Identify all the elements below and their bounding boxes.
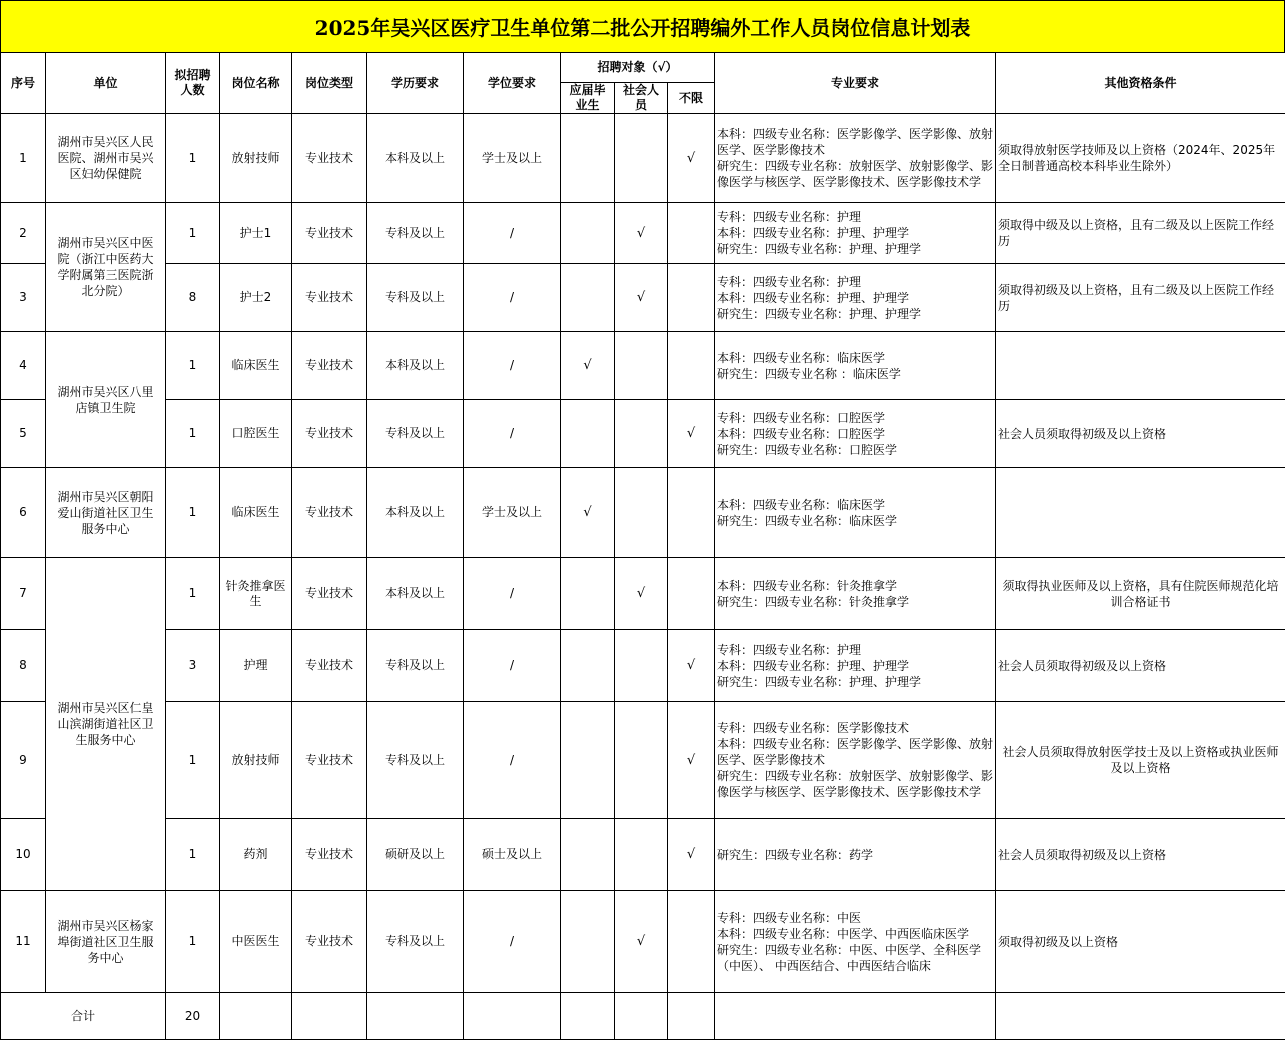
cell-degree: /	[464, 400, 561, 468]
empty-cell	[464, 993, 561, 1040]
header-target-any: 不限	[668, 83, 715, 114]
cell-target-any	[668, 264, 715, 332]
cell-other: 须取得初级及以上资格	[996, 891, 1285, 993]
cell-target-social	[615, 468, 668, 558]
cell-unit: 湖州市吴兴区中医院（浙江中医药大学附属第三医院浙北分院）	[46, 203, 166, 332]
cell-post: 放射技师	[220, 114, 292, 203]
cell-post: 临床医生	[220, 332, 292, 400]
major-line: 本科：四级专业名称：护理、护理学	[717, 658, 910, 673]
cell-other: 社会人员须取得放射医学技士及以上资格或执业医师及以上资格	[996, 702, 1285, 819]
cell-type: 专业技术	[292, 203, 367, 264]
cell-major	[715, 400, 996, 468]
major-line: 研究生：四级专业名称：放射医学、放射影像学、影像医学与核医学、医学影像技术、医学影像技术学	[717, 769, 994, 799]
major-line: 专科：四级专业名称：医学影像技术	[717, 721, 910, 735]
cell-edu: 专科及以上	[367, 702, 464, 819]
empty-cell	[561, 993, 615, 1040]
cell-major	[715, 630, 996, 702]
cell-major	[715, 702, 996, 819]
header-target-social: 社会人员	[615, 83, 668, 114]
cell-unit: 湖州市吴兴区杨家埠街道社区卫生服务中心	[46, 891, 166, 993]
major-line: 专科：四级专业名称：口腔医学	[717, 410, 886, 425]
cell-count: 1	[166, 819, 220, 891]
cell-edu: 本科及以上	[367, 332, 464, 400]
cell-degree: 学士及以上	[464, 114, 561, 203]
cell-type: 专业技术	[292, 400, 367, 468]
header-unit: 单位	[46, 53, 166, 114]
cell-target-any	[668, 203, 715, 264]
header-seq: 序号	[1, 53, 46, 114]
major-line: 本科：四级专业名称：医学影像学、医学影像、放射医学、医学影像技术	[717, 127, 994, 157]
cell-count: 1	[166, 114, 220, 203]
table-row	[1, 819, 1285, 891]
cell-count: 1	[166, 468, 220, 558]
cell-count: 1	[166, 332, 220, 400]
cell-count: 8	[166, 264, 220, 332]
total-label: 合计	[1, 993, 166, 1040]
cell-degree: /	[464, 702, 561, 819]
cell-seq: 9	[1, 702, 46, 819]
major-line: 本科：四级专业名称：口腔医学	[717, 426, 886, 441]
cell-count: 1	[166, 702, 220, 819]
cell-seq: 6	[1, 468, 46, 558]
cell-degree: /	[464, 630, 561, 702]
major-line: 本科：四级专业名称：护理、护理学	[717, 290, 910, 305]
cell-post: 护士1	[220, 203, 292, 264]
cell-target-grad	[561, 702, 615, 819]
cell-type: 专业技术	[292, 819, 367, 891]
cell-target-any	[668, 558, 715, 630]
header-target: 招聘对象（√）	[561, 53, 715, 83]
header-target-grad: 应届毕业生	[561, 83, 615, 114]
cell-post: 临床医生	[220, 468, 292, 558]
cell-other: 须取得中级及以上资格，且有二级及以上医院工作经历	[996, 203, 1285, 264]
cell-seq: 5	[1, 400, 46, 468]
cell-seq: 11	[1, 891, 46, 993]
major-line: 研究生：四级专业名称：中医、中医学、全科医学（中医）、 中西医结合、中西医结合临床	[717, 942, 982, 973]
cell-degree: /	[464, 264, 561, 332]
cell-other: 社会人员须取得初级及以上资格	[996, 630, 1285, 702]
cell-post: 护理	[220, 630, 292, 702]
cell-post: 口腔医生	[220, 400, 292, 468]
cell-target-social	[615, 702, 668, 819]
cell-major	[715, 819, 996, 891]
cell-target-social	[615, 114, 668, 203]
header-row	[1, 53, 1285, 83]
cell-edu: 专科及以上	[367, 891, 464, 993]
cell-target-any: √	[668, 819, 715, 891]
major-line: 本科：四级专业名称：护理、护理学	[717, 226, 910, 240]
table-row	[1, 630, 1285, 702]
major-line: 专科：四级专业名称：中医	[717, 910, 862, 925]
cell-degree: /	[464, 332, 561, 400]
cell-target-social: √	[615, 558, 668, 630]
cell-post: 针灸推拿医生	[220, 558, 292, 630]
cell-target-any: √	[668, 114, 715, 203]
cell-seq: 10	[1, 819, 46, 891]
cell-unit: 湖州市吴兴区人民医院、湖州市吴兴区妇幼保健院	[46, 114, 166, 203]
cell-degree: /	[464, 558, 561, 630]
cell-seq: 8	[1, 630, 46, 702]
header-degree: 学位要求	[464, 53, 561, 114]
cell-type: 专业技术	[292, 630, 367, 702]
total-row	[1, 993, 1285, 1040]
cell-target-grad	[561, 400, 615, 468]
major-line: 研究生：四级专业名称：护理、护理学	[717, 242, 922, 256]
cell-target-social: √	[615, 264, 668, 332]
cell-major	[715, 468, 996, 558]
recruitment-table	[0, 52, 1285, 1040]
major-line: 研究生：四级专业名称：临床医学	[717, 513, 898, 528]
cell-unit: 湖州市吴兴区仁皇山滨湖街道社区卫生服务中心	[46, 558, 166, 891]
empty-cell	[292, 993, 367, 1040]
cell-seq: 1	[1, 114, 46, 203]
major-line: 研究生：四级专业名称 ：临床医学	[717, 366, 901, 381]
cell-target-grad	[561, 558, 615, 630]
cell-target-any: √	[668, 702, 715, 819]
cell-target-grad: √	[561, 468, 615, 558]
header-major: 专业要求	[715, 53, 996, 114]
cell-type: 专业技术	[292, 558, 367, 630]
cell-target-grad	[561, 264, 615, 332]
header-count: 拟招聘人数	[166, 53, 220, 114]
major-line: 研究生：四级专业名称：护理、护理学	[717, 674, 922, 689]
header-education: 学历要求	[367, 53, 464, 114]
cell-seq: 4	[1, 332, 46, 400]
cell-edu: 专科及以上	[367, 630, 464, 702]
cell-edu: 硕研及以上	[367, 819, 464, 891]
cell-target-grad	[561, 114, 615, 203]
cell-other: 社会人员须取得初级及以上资格	[996, 819, 1285, 891]
cell-type: 专业技术	[292, 702, 367, 819]
cell-target-grad	[561, 891, 615, 993]
cell-edu: 专科及以上	[367, 203, 464, 264]
table-row	[1, 332, 1285, 400]
cell-type: 专业技术	[292, 891, 367, 993]
empty-cell	[668, 993, 715, 1040]
cell-target-social: √	[615, 203, 668, 264]
empty-cell	[715, 993, 996, 1040]
major-line: 研究生：四级专业名称：口腔医学	[717, 442, 898, 457]
major-line: 本科：四级专业名称：临床医学	[717, 497, 886, 512]
cell-major	[715, 114, 996, 203]
cell-post: 中医医生	[220, 891, 292, 993]
cell-target-any	[668, 332, 715, 400]
major-line: 本科：四级专业名称：临床医学	[717, 350, 886, 365]
cell-target-social	[615, 630, 668, 702]
cell-degree: 硕士及以上	[464, 819, 561, 891]
cell-major	[715, 891, 996, 993]
cell-seq: 7	[1, 558, 46, 630]
cell-count: 1	[166, 558, 220, 630]
cell-count: 3	[166, 630, 220, 702]
cell-edu: 本科及以上	[367, 114, 464, 203]
cell-target-social	[615, 332, 668, 400]
cell-edu: 本科及以上	[367, 468, 464, 558]
cell-post: 放射技师	[220, 702, 292, 819]
table-row	[1, 264, 1285, 332]
cell-target-grad	[561, 203, 615, 264]
cell-type: 专业技术	[292, 332, 367, 400]
cell-major	[715, 264, 996, 332]
cell-target-any	[668, 468, 715, 558]
cell-major	[715, 203, 996, 264]
cell-count: 1	[166, 400, 220, 468]
table-row	[1, 400, 1285, 468]
cell-target-grad	[561, 630, 615, 702]
major-line: 专科：四级专业名称：护理	[717, 210, 862, 224]
cell-other: 社会人员须取得初级及以上资格	[996, 400, 1285, 468]
cell-target-social	[615, 400, 668, 468]
major-line: 专科：四级专业名称：护理	[717, 274, 862, 289]
cell-target-grad: √	[561, 332, 615, 400]
empty-cell	[367, 993, 464, 1040]
cell-target-grad	[561, 819, 615, 891]
cell-degree: 学士及以上	[464, 468, 561, 558]
cell-target-social: √	[615, 891, 668, 993]
cell-unit: 湖州市吴兴区朝阳爱山街道社区卫生服务中心	[46, 468, 166, 558]
page-title: 2025年吴兴区医疗卫生单位第二批公开招聘编外工作人员岗位信息计划表	[0, 0, 1285, 53]
cell-target-any: √	[668, 630, 715, 702]
cell-post: 药剂	[220, 819, 292, 891]
cell-other	[996, 332, 1285, 400]
major-line: 本科：四级专业名称：医学影像学、医学影像、放射医学、医学影像技术	[717, 737, 994, 767]
major-line: 研究生：四级专业名称：针灸推拿学	[717, 594, 910, 609]
cell-target-any: √	[668, 400, 715, 468]
table-row	[1, 702, 1285, 819]
empty-cell	[615, 993, 668, 1040]
cell-seq: 2	[1, 203, 46, 264]
cell-type: 专业技术	[292, 264, 367, 332]
total-count: 20	[166, 993, 220, 1040]
cell-count: 1	[166, 203, 220, 264]
table-row	[1, 203, 1285, 264]
cell-post: 护士2	[220, 264, 292, 332]
cell-target-any	[668, 891, 715, 993]
empty-cell	[996, 993, 1285, 1040]
cell-type: 专业技术	[292, 114, 367, 203]
table-row	[1, 558, 1285, 630]
major-line: 本科：四级专业名称：中医学、中西医临床医学	[717, 926, 970, 941]
cell-major	[715, 332, 996, 400]
cell-degree: /	[464, 203, 561, 264]
cell-edu: 专科及以上	[367, 264, 464, 332]
major-line: 专科：四级专业名称：护理	[717, 642, 862, 657]
major-line: 研究生：四级专业名称：药学	[717, 847, 874, 862]
header-other: 其他资格条件	[996, 53, 1285, 114]
cell-other: 须取得初级及以上资格，且有二级及以上医院工作经历	[996, 264, 1285, 332]
empty-cell	[220, 993, 292, 1040]
cell-seq: 3	[1, 264, 46, 332]
cell-degree: /	[464, 891, 561, 993]
header-post-name: 岗位名称	[220, 53, 292, 114]
cell-type: 专业技术	[292, 468, 367, 558]
table-row	[1, 891, 1285, 993]
cell-other: 须取得执业医师及以上资格，具有住院医师规范化培训合格证书	[996, 558, 1285, 630]
major-line: 研究生：四级专业名称：护理、护理学	[717, 306, 922, 321]
major-line: 本科：四级专业名称：针灸推拿学	[717, 578, 898, 593]
table-row	[1, 114, 1285, 203]
table-row	[1, 468, 1285, 558]
cell-edu: 本科及以上	[367, 558, 464, 630]
cell-count: 1	[166, 891, 220, 993]
header-post-type: 岗位类型	[292, 53, 367, 114]
cell-edu: 专科及以上	[367, 400, 464, 468]
cell-unit: 湖州市吴兴区八里店镇卫生院	[46, 332, 166, 468]
cell-major	[715, 558, 996, 630]
cell-other	[996, 468, 1285, 558]
cell-other: 须取得放射医学技师及以上资格（2024年、2025年全日制普通高校本科毕业生除外）	[996, 114, 1285, 203]
cell-target-social	[615, 819, 668, 891]
major-line: 研究生：四级专业名称：放射医学、放射影像学、影像医学与核医学、医学影像技术、医学影像技术学	[717, 159, 994, 189]
